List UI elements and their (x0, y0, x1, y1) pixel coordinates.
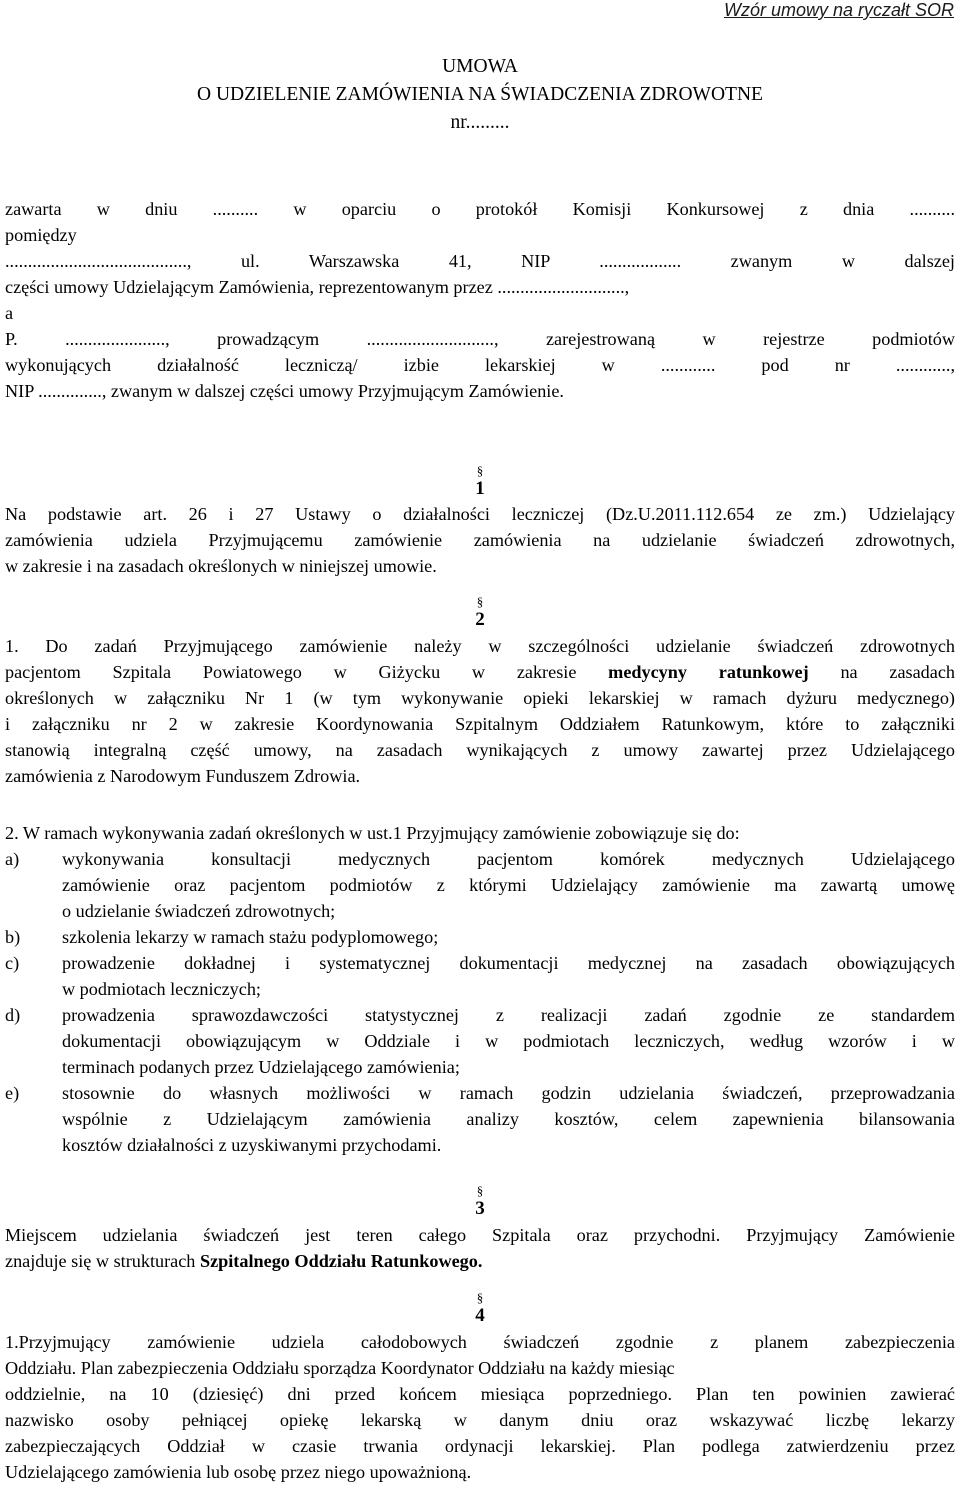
section-line: 1.Przyjmujący zamówienie udziela całodobowych świadczeń zgodnie z planem zabezpieczenia (5, 1332, 955, 1352)
section-line: i załączniku nr 2 w zakresie Koordynowania Szpitalnym Oddziałem Ratunkowym, które to załączniki (5, 714, 955, 734)
intro-line: pomiędzy (5, 225, 77, 245)
list-item: d) prowadzenia sprawozdawczości statystycznej z realizacji zadań zgodnie ze standardem dokumentacji obowiązującym w Oddziale i w podmiotach leczniczych, według wzorów i w terminach podanych przez Udzielającego zamówienia; (5, 1002, 955, 1080)
list-label: e) (5, 1083, 20, 1103)
list-label: c) (5, 953, 20, 973)
section-line: Miejscem udzielania świadczeń jest teren całego Szpitala oraz przychodni. Przyjmujący Zamówienie (5, 1225, 955, 1245)
title-line-2: O UDZIELENIE ZAMÓWIENIA NA ŚWIADCZENIA ZDROWOTNE (197, 84, 763, 105)
list-label: a) (5, 849, 20, 869)
section-number: 4 (475, 1305, 485, 1326)
section-line: zamówienia z Narodowym Funduszem Zdrowia. (5, 766, 361, 786)
section-line: Oddziału. Plan zabezpieczenia Oddziału sporządza Koordynator Oddziału na każdy miesiąc (5, 1358, 675, 1378)
section-line: w zakresie i na zasadach określonych w niniejszej umowie. (5, 556, 437, 576)
section-4-text (5, 1329, 955, 1485)
section-number: 3 (475, 1198, 485, 1219)
intro-line: zawarta w dniu .......... w oparciu o protokół Komisji Konkursowej z dnia .......... (5, 199, 955, 219)
obligations-list (5, 846, 955, 1158)
section-line: określonych w załączniku Nr 1 (w tym wykonywanie opieki lekarskiej w ramach dyżuru medycznego) (5, 688, 955, 708)
intro-line: wykonujących działalność leczniczą/ izbie lekarskiej w ............ pod nr ............, (5, 355, 955, 375)
section-1-heading (0, 463, 960, 502)
header-note: Wzór umowy na ryczałt SOR (723, 0, 954, 20)
list-label: b) (5, 927, 21, 947)
bold-scope: medycyny ratunkowej (608, 662, 809, 682)
section-2-paragraph-1 (5, 633, 955, 789)
section-line: 1. Do zadań Przyjmującego zamówienie należy w szczególności udzielanie świadczeń zdrowotnych (5, 636, 955, 656)
list-item: e) stosownie do własnych możliwości w ramach godzin udzielania świadczeń, przeprowadzania wspólnie z Udzielającym zamówienia analizy kosztów, celem zapewnienia bilansowania kosztów działalności z uzyskiwanymi przychodami. (5, 1080, 955, 1158)
section-symbol: § (476, 1290, 484, 1305)
section-line: Udzielającego zamówienia lub osobę przez niego upoważnioną. (5, 1462, 472, 1482)
section-line: stanowią integralną część umowy, na zasadach wynikających z umowy zawartej przez Udzielającego (5, 740, 955, 760)
section-symbol: § (476, 1183, 484, 1198)
intro-line: NIP .............., zwanym w dalszej części umowy Przyjmującym Zamówienie. (5, 381, 564, 401)
section-symbol: § (476, 463, 484, 478)
contract-title (0, 53, 960, 137)
section-3-text (5, 1222, 955, 1274)
title-line-3: nr......... (450, 112, 510, 133)
list-label: d) (5, 1005, 21, 1025)
intro-line: ........................................, ul. Warszawska 41, NIP .................. zwanym w dalszej (5, 251, 955, 271)
section-line: Na podstawie art. 26 i 27 Ustawy o działalności leczniczej (Dz.U.2011.112.654 ze zm.) Udzielający (5, 504, 955, 524)
section-line: znajduje się w strukturach Szpitalnego Oddziału Ratunkowego. (5, 1251, 483, 1271)
intro-line: P. ......................, prowadzącym ............................, zarejestrowaną w rejestrze podmiotów (5, 329, 955, 349)
section-line: pacjentom Szpitala Powiatowego w Giżycku w zakresie medycyny ratunkowej na zasadach (5, 662, 955, 682)
section-2-paragraph-2 (5, 820, 955, 1158)
section-line: oddzielnie, na 10 (dziesięć) dni przed końcem miesiąca poprzedniego. Plan ten powinien zawierać (5, 1384, 955, 1404)
bold-unit: Szpitalnego Oddziału Ratunkowego. (199, 1251, 483, 1271)
list-item: a) wykonywania konsultacji medycznych pacjentom komórek medycznych Udzielającego zamówienie oraz pacjentom podmiotów z którymi Udzielający zamówienie ma zawartą umowę o udzielanie świadczeń zdrowotnych; (5, 846, 955, 924)
section-number: 1 (475, 478, 485, 499)
section-4-heading (0, 1290, 960, 1329)
intro-paragraph (5, 196, 955, 404)
section-3-heading (0, 1183, 960, 1222)
section-line: nazwisko osoby pełniącej opiekę lekarską w danym dniu oraz wskazywać liczbę lekarzy (5, 1410, 955, 1430)
intro-line: części umowy Udzielającym Zamówienia, reprezentowanym przez ............................, (5, 277, 630, 297)
section-2-heading (0, 594, 960, 633)
list-item: b) szkolenia lekarzy w ramach stażu podyplomowego; (5, 924, 955, 950)
obligations-intro: 2. W ramach wykonywania zadań określonych w ust.1 Przyjmujący zamówienie zobowiązuje się do: (5, 823, 740, 843)
section-line: zabezpieczających Oddział w czasie trwania ordynacji lekarskiej. Plan podlega zatwierdzeniu przez (5, 1436, 955, 1456)
section-1-text (5, 501, 955, 579)
section-symbol: § (476, 594, 484, 609)
list-item: c) prowadzenie dokładnej i systematycznej dokumentacji medycznej na zasadach obowiązujących w podmiotach leczniczych; (5, 950, 955, 1002)
section-line: zamówienia udziela Przyjmującemu zamówienie zamówienia na udzielanie świadczeń zdrowotnych, (5, 530, 955, 550)
title-line-1: UMOWA (442, 56, 518, 77)
intro-line: a (5, 303, 14, 323)
section-number: 2 (475, 609, 485, 630)
